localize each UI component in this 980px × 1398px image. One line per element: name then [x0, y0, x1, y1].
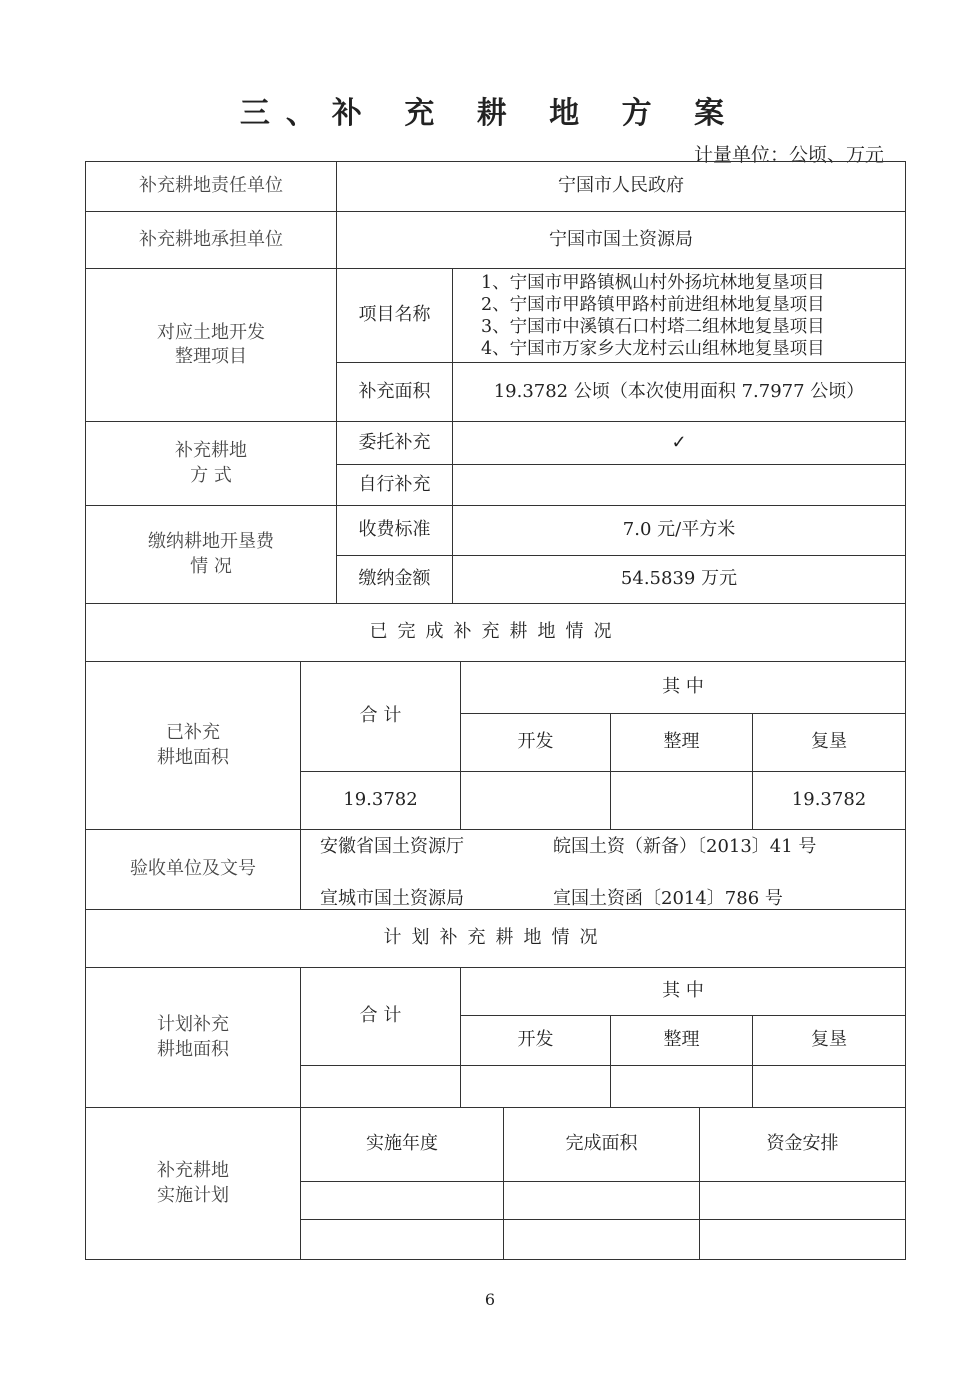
self-label: 自行补充 [337, 465, 453, 506]
completed-table [85, 661, 906, 968]
completed-area-label: 已补充 耕地面积 [86, 662, 301, 830]
undertaker-label: 补充耕地承担单位 [86, 212, 337, 269]
planned-section-title: 计划补充耕地情况 [86, 910, 906, 968]
fee-label: 缴纳耕地开垦费 情 况 [86, 506, 337, 604]
planned-reclamation-label: 复垦 [753, 1016, 906, 1066]
planned-table [85, 967, 906, 1108]
impl-cell [700, 1182, 906, 1220]
impl-table [85, 1107, 906, 1260]
impl-cell [301, 1182, 504, 1220]
page-title: 三、补 充 耕 地 方 案 [239, 96, 741, 131]
completed-of-which-label: 其 中 [461, 662, 906, 714]
project-item: 4、宁国市万家乡大龙村云山组林地复垦项目 [481, 338, 825, 359]
planned-consolidation-label: 整理 [611, 1016, 753, 1066]
fee-amount-value: 54.5839 万元 [453, 556, 906, 604]
completed-total-value: 19.3782 [301, 772, 461, 830]
project-item: 3、宁国市中溪镇石口村塔二组林地复垦项目 [481, 316, 825, 337]
self-value [453, 465, 906, 506]
acceptance-unit: 宣城市国土资源局 [320, 888, 464, 909]
acceptance-label: 验收单位及文号 [86, 830, 301, 910]
planned-reclamation-value [753, 1066, 906, 1108]
area-label: 补充面积 [337, 363, 453, 422]
acceptance-doc: 皖国土资（新备）〔2013〕41 号 [553, 836, 817, 857]
unit-note: 计量单位：公顷、万元 [693, 144, 884, 166]
impl-funding-label: 资金安排 [700, 1108, 906, 1182]
impl-label: 补充耕地 实施计划 [86, 1108, 301, 1260]
acceptance-doc: 宣国土资函〔2014〕786 号 [553, 888, 783, 909]
completed-consolidation-value [611, 772, 753, 830]
responsible-label: 补充耕地责任单位 [86, 162, 337, 212]
completed-development-label: 开发 [461, 714, 611, 772]
entrusted-label: 委托补充 [337, 422, 453, 465]
project-item: 2、宁国市甲路镇甲路村前进组林地复垦项目 [481, 294, 825, 315]
completed-consolidation-label: 整理 [611, 714, 753, 772]
impl-cell [700, 1220, 906, 1260]
planned-total-value [301, 1066, 461, 1108]
completed-total-label: 合 计 [301, 662, 461, 772]
planned-of-which-label: 其 中 [461, 968, 906, 1016]
planned-area-label: 计划补充 耕地面积 [86, 968, 301, 1108]
impl-area-label: 完成面积 [504, 1108, 700, 1182]
project-group-label: 对应土地开发 整理项目 [86, 269, 337, 422]
completed-section-title: 已完成补充耕地情况 [86, 604, 906, 662]
acceptance-unit: 安徽省国土资源厅 [320, 836, 464, 857]
project-list [453, 269, 906, 363]
completed-development-value [461, 772, 611, 830]
impl-cell [504, 1182, 700, 1220]
planned-development-label: 开发 [461, 1016, 611, 1066]
fee-standard-value: 7.0 元/平方米 [453, 506, 906, 556]
page-number: 6 [484, 1290, 496, 1309]
impl-year-label: 实施年度 [301, 1108, 504, 1182]
planned-consolidation-value [611, 1066, 753, 1108]
fee-standard-label: 收费标准 [337, 506, 453, 556]
completed-reclamation-value: 19.3782 [753, 772, 906, 830]
project-name-label: 项目名称 [337, 269, 453, 363]
fee-amount-label: 缴纳金额 [337, 556, 453, 604]
impl-cell [504, 1220, 700, 1260]
info-table [85, 161, 906, 662]
responsible-value: 宁国市人民政府 [337, 162, 906, 212]
entrusted-check: ✓ [453, 422, 906, 465]
planned-total-label: 合 计 [301, 968, 461, 1066]
completed-reclamation-label: 复垦 [753, 714, 906, 772]
undertaker-value: 宁国市国土资源局 [337, 212, 906, 269]
project-item: 1、宁国市甲路镇枫山村外扬坑林地复垦项目 [481, 272, 825, 293]
method-label: 补充耕地 方 式 [86, 422, 337, 506]
area-value: 19.3782 公顷（本次使用面积 7.7977 公顷） [453, 363, 906, 422]
planned-development-value [461, 1066, 611, 1108]
impl-cell [301, 1220, 504, 1260]
